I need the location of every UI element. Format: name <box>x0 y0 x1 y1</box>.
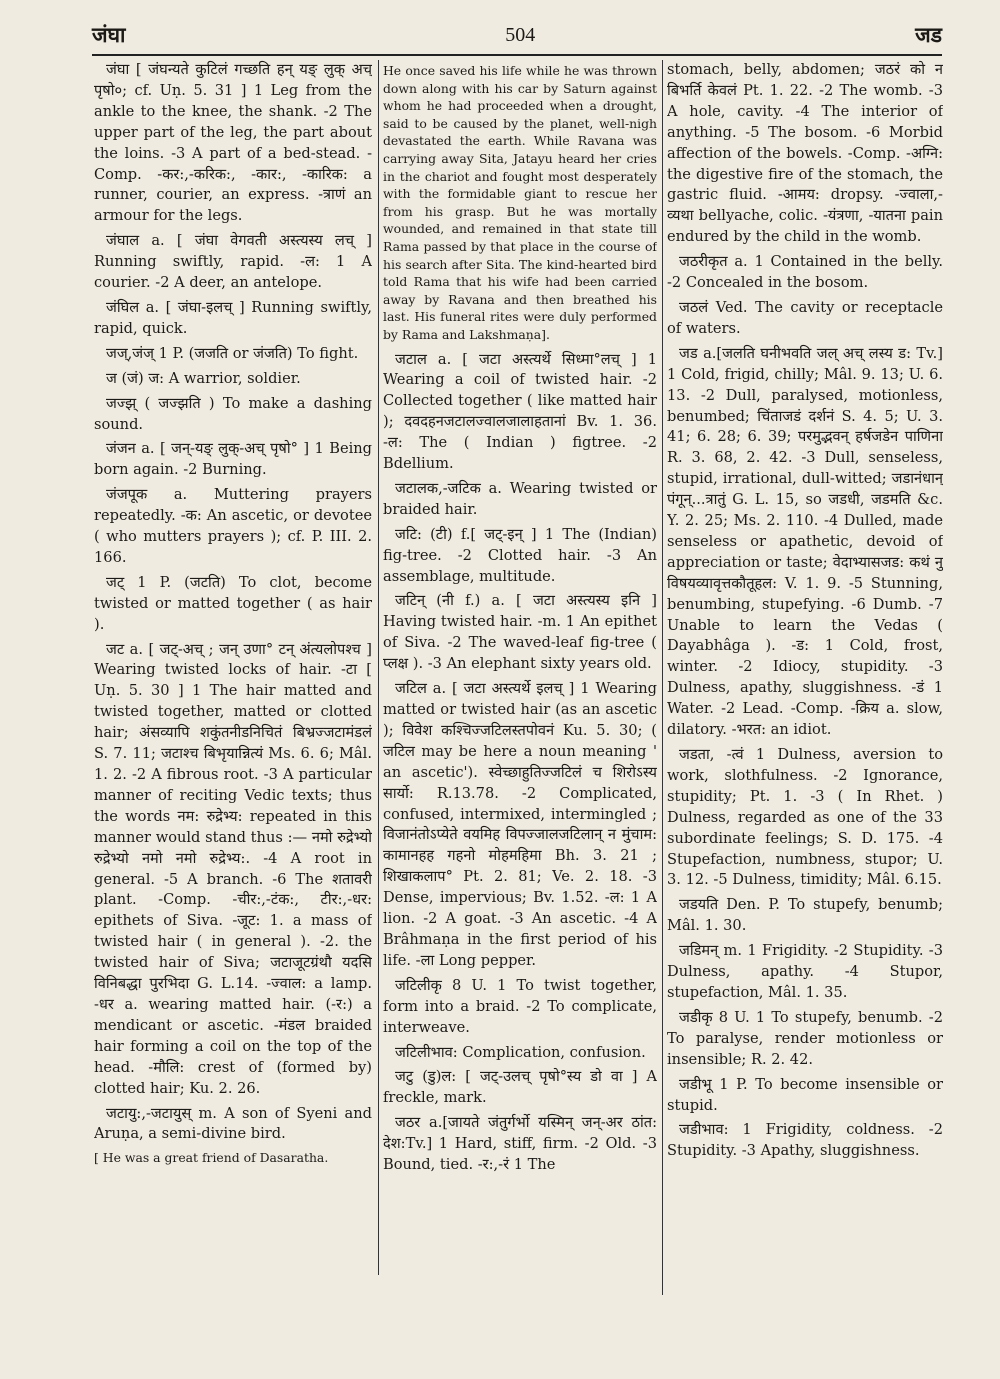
entry: जटु (डु)ल: [ जट्-उलच् पृषो°स्य डो वा ] A freckle, mark. <box>383 1068 657 1107</box>
entry: ज (जं) ज: A warrior, soldier. <box>106 369 301 387</box>
entry: जज्,जंज् 1 P. (जजति or जंजति) To fight. <box>106 344 359 362</box>
entry: जटिलीभाव: Complication, confusion. <box>395 1043 646 1061</box>
entry: जडीकृ 8 U. 1 To stupefy, benumb. -2 To paralyse, render motionless or insensible; R. 2. 42. <box>667 1008 943 1068</box>
entry: जटिल a. [ जटा अस्त्यर्थे इलच् ] 1 Wearing matted or twisted hair (as an ascetic ); विवेश कश्चिज्जटिलस्तपोवनं Ku. 5. 30; ( जटिल may be here a noun meaning ' an ascetic'). स्वेच्छाहुतिज्जटिलं च शिरोऽस्य सार्यो: R.13.78. -2 Complicated, confused, intermixed, intermingled ; विजानंतोऽप्येते वयमिह विपज्जालजटिलान् न मुंचाम: कामानहह गहनो मोहमहिमा Bh. 3. 21 ; शिखाकलाप° Pt. 2. 81; Ve. 2. 18. -3 Dense, impervious; Bv. 1.52. -ल: 1 A lion. -2 A goat. -3 An ascetic. -4 A Brâhmaṇa in the first period of his life. -ला Long pepper. <box>383 680 657 969</box>
page-number: 504 <box>505 23 536 46</box>
entry-continued: stomach, belly, abdomen; जठरं को न बिभर्ति केवलं Pt. 1. 22. -2 The womb. -3 A hole, cavity. -4 The interior of anything. -5 The bosom. -6 Morbid affection of the bowels. -Comp. -अग्नि: the digestive fire of the stomach, the gastric fluid. -आमय: dropsy. -ज्वाला,-व्यथा bellyache, colic. -यंत्रणा, -यातना pain endured by the child in the womb. <box>667 61 943 246</box>
entry: जज्झ् ( जज्झति ) To make a dashing sound. <box>94 394 372 433</box>
entry: जडीभाव: 1 Frigidity, coldness. -2 Stupidity. -3 Apathy, sluggishness. <box>667 1121 943 1160</box>
entry: जठलं Ved. The cavity or receptacle of waters. <box>667 298 943 337</box>
entry: जडता, -त्वं 1 Dulness, aversion to work, slothfulness. -2 Ignorance, stupidity; Pt. 1. -3 ( In Rhet. ) Dulness, regarded as one of the 33 subordinate feelings; S. D. 175. -4 Stupefaction, numbness, stupor; U. 3. 12. -5 Dulness, timidity; Mâl. 6.15. <box>667 746 943 889</box>
column-divider-1 <box>378 60 379 1275</box>
entry: जटायु:,-जटायुस् m. A son of Syeni and Aruṇa, a semi-divine bird. <box>94 1104 372 1143</box>
jatayu-note-text: He once saved his life while he was thrown down along with his car by Saturn against whom he had proceeded when a drought, said to be caused by the planet, well-nigh devastated the earth. While Ravana was carrying away Sita, Jatayu heard her cries in the chariot and fought most desperately with the formidable giant to rescue her from his grasp. But he was mortally wounded, and remained in that state till Rama passed by that place in the course of his search after Sita. The kind-hearted bird told Rama that his wife had been carried away by Ravana and then breathed his last. His funeral rites were duly performed by Rama and Lakshmaṇa]. <box>383 63 657 342</box>
entry: जडिमन् m. 1 Frigidity. -2 Stupidity. -3 Dulness, apathy. -4 Stupor, stupefaction, Mâl. 1. 35. <box>667 942 943 1001</box>
entry: जटालक,-जटिक a. Wearing twisted or braided hair. <box>383 479 657 518</box>
header-left-word: जंघा <box>92 22 126 47</box>
entry: जंघाल a. [ जंघा वेगवती अस्त्यस्य लच् ] Running swiftly, rapid. -ल: 1 A courier. -2 A deer, an antelope. <box>94 232 372 292</box>
entry: जट a. [ जट्-अच् ; जन् उणा° टन् अंत्यलोपश्च ] Wearing twisted locks of hair. -टा [ Uṇ. 5. 30 ] 1 The hair matted and twisted together, matted or clotted hair; अंसव्यापि शकुंतनीडनिचितं बिभ्रज्जटामंडलं S. 7. 11; जटाश्च बिभृयान्नित्यं Ms. 6. 6; Mâl. 1. 2. -2 A fibrous root. -3 A particular manner of reciting Vedic texts; thus the words नम: रुद्रेभ्य: repeated in this manner would stand thus :— नमो रुद्रेभ्यो रुद्रेभ्यो नमो नमो रुद्रेभ्य:. -4 A root in general. -5 A branch. -6 The शतावरी plant. -Comp. -चीर:,-टंक:, टीर:,-धर: epithets of Siva. -जूट: 1. a mass of twisted hair ( in general ). -2. the twisted hair of Siva; जटाजूटग्रंथौ यदसि विनिबद्धा पुरभिदा G. L.14. -ज्वाल: a lamp. -धर a. wearing matted hair. (-र:) a mendicant or ascetic. -मंडल braided hair forming a coil on the top of the head. -मौलि: crest of (formed by) clotted hair; Ku. 2. 26. <box>94 640 372 1097</box>
entry: जठर a.[जायते जंतुर्गर्भो यस्मिन् जन्-अर ठांत: देश:Tv.] 1 Hard, stiff, firm. -2 Old. -3 Bound, tied. -र:,-रं 1 The <box>383 1114 657 1174</box>
entry: जठरीकृत a. 1 Contained in the belly. -2 Concealed in the bosom. <box>667 253 943 292</box>
entry: जटिलीकृ 8 U. 1 To twist together, form into a braid. -2 To complicate, interweave. <box>383 976 657 1036</box>
entry: जटाल a. [ जटा अस्त्यर्थे सिध्मा°लच् ] 1 Wearing a coil of twisted hair. -2 Collected together ( like matted hair ); दवदहनजटालज्वालजालाहतानां Bv. 1. 36. -ल: The ( Indian ) figtree. -2 Bdellium. <box>383 350 657 473</box>
entry: जंजन a. [ जन्-यङ् लुक्-अच् पृषो° ] 1 Being born again. -2 Burning. <box>94 440 372 479</box>
entry: जटिन् (नी f.) a. [ जटा अस्त्यस्य इनि ] Having twisted hair. -m. 1 An epithet of Siva. -2 The waved-leaf fig-tree ( प्लक्ष ). -3 An elephant sixty years old. <box>383 592 657 673</box>
column-2 <box>383 60 657 1300</box>
entry: जटि: (टी) f.[ जट्-इन् ] 1 The (Indian) fig-tree. -2 Clotted hair. -3 An assemblage, multitude. <box>383 525 657 585</box>
page-header <box>92 18 942 52</box>
footnote-start: [ He was a great friend of Dasaratha. <box>94 1150 329 1166</box>
entry: जट् 1 P. (जटति) To clot, become twisted or matted together ( as hair ). <box>94 573 372 633</box>
column-1 <box>94 60 372 1315</box>
header-right-word: जड <box>915 22 942 47</box>
entry: जड a.[जलति घनीभवति जल् अच् लस्य ड: Tv.] 1 Cold, frigid, chilly; Mâl. 9. 13; U. 6. 13. -2 Dull, paralysed, motionless, benumbed; चिंताजडं दर्शनं S. 4. 5; U. 3. 41; 6. 28; 6. 39; परमुद्भवन् हर्षजडेन पाणिना R. 3. 68, 2. 42. -3 Dull, senseless, stupid, irrational, dull-witted; जडानंधान् पंगून्...त्रातुं G. L. 15, so जडधी, जडमति &c. Y. 2. 25; Ms. 2. 110. -4 Dulled, made senseless or apathetic, devoid of appreciation or taste; वेदाभ्यासजड: कथं नु विषयव्यावृत्तकौतूहल: V. 1. 9. -5 Stunning, benumbing, stupefying. -6 Dumb. -7 Unable to learn the Vedas ( Dayabhâga ). -ड: 1 Cold, frost, winter. -2 Idiocy, stupidity. -3 Dulness, apathy, sluggishness. -डं 1 Water. -2 Lead. -Comp. -क्रिय a. slow, dilatory. -भरत: an idiot. <box>667 344 943 739</box>
entry: जंघिल a. [ जंघा-इलच् ] Running swiftly, rapid, quick. <box>94 298 372 337</box>
header-rule <box>92 54 942 56</box>
entry: जडीभू 1 P. To become insensible or stupid. <box>667 1075 943 1114</box>
entry: जडयति Den. P. To stupefy, benumb; Mâl. 1. 30. <box>667 896 943 935</box>
entry: जंजपूक a. Muttering prayers repeatedly. -क: An ascetic, or devotee ( who mutters prayers ); cf. P. III. 2. 166. <box>94 486 372 566</box>
jatayu-note <box>383 62 657 344</box>
entry: जंघा [ जंघन्यते कुटिलं गच्छति हन् यङ् लुक् अच् पृषो०; cf. Uṇ. 5. 31 ] 1 Leg from the ankle to the knee, the shank. -2 The upper part of the leg, the part about the loins. -3 A part of a bed-stead. -Comp. -कर:,-करिक:, -कार:, -कारिक: a runner, courier, an express. -त्राणं an armour for the legs. <box>94 61 372 225</box>
column-divider-2 <box>662 60 663 1295</box>
column-3 <box>667 60 943 1300</box>
